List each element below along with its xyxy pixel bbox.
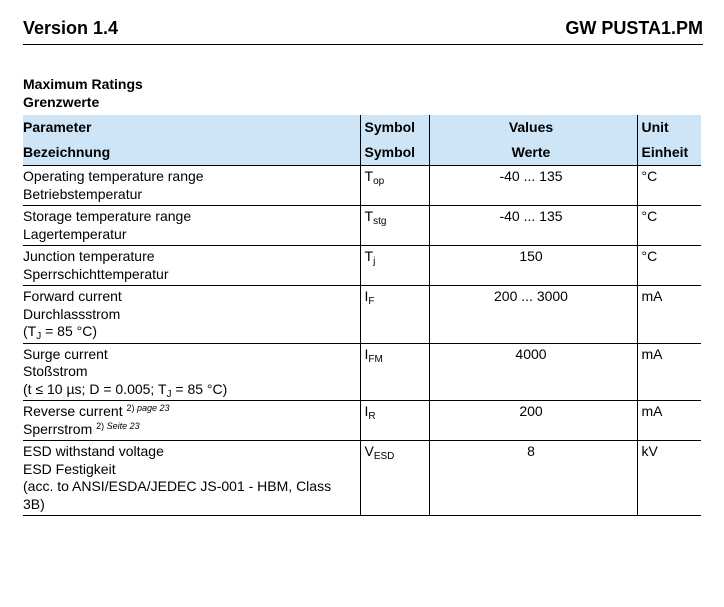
symbol-subscript: stg: [373, 216, 387, 227]
header-einheit: Einheit: [637, 140, 701, 166]
symbol-subscript: R: [368, 411, 376, 422]
footnote-number: 2): [96, 420, 105, 431]
unit-cell: mA: [637, 401, 701, 441]
symbol-main: T: [364, 208, 374, 224]
symbol-subscript: FM: [368, 353, 383, 365]
symbol-main: I: [364, 345, 369, 362]
table-row: [23, 441, 701, 516]
value-cell: -40 ... 135: [429, 166, 637, 206]
symbol-main: V: [364, 443, 374, 459]
parameter-de: Durchlassstrom: [23, 305, 121, 322]
footnote-number: 2): [126, 403, 135, 413]
parameter-en: [23, 403, 356, 421]
unit-cell: °C: [637, 246, 701, 286]
value-cell: 8: [429, 441, 637, 516]
table-row: [23, 246, 701, 286]
symbol-cell: [360, 286, 429, 344]
symbol-main: T: [364, 168, 374, 184]
parameter-de: Stoßstrom: [23, 363, 88, 379]
section-title: [23, 75, 143, 111]
table-header: [23, 115, 701, 166]
parameter-de: Lagertemperatur: [23, 225, 127, 242]
parameter-en: Forward current: [23, 288, 122, 304]
parameter-en: ESD withstand voltage: [23, 443, 164, 459]
parameter-condition: [23, 381, 356, 399]
symbol-cell: [360, 441, 429, 516]
unit-cell: °C: [637, 166, 701, 206]
table-row: [23, 166, 701, 206]
footnote-page: page 23: [137, 403, 170, 413]
header-bezeichnung: Bezeichnung: [23, 140, 360, 166]
part-number: GW PUSTA1.PM: [565, 18, 703, 38]
header-symbol-de: Symbol: [360, 140, 429, 166]
table-row: [23, 206, 701, 246]
parameter-en: Junction temperature: [23, 248, 155, 264]
value-cell: -40 ... 135: [429, 206, 637, 246]
header-werte: Werte: [429, 140, 637, 166]
parameter-cell: [23, 343, 360, 401]
table-header-row-en: [23, 115, 701, 140]
symbol-subscript: F: [368, 296, 375, 307]
unit-cell: kV: [637, 441, 701, 516]
parameter-en: Storage temperature range: [23, 208, 192, 224]
document-version: Version 1.4: [23, 18, 119, 38]
section-title-de: Grenzwerte: [23, 94, 100, 110]
symbol-cell: [360, 206, 429, 246]
parameter-condition: [23, 323, 356, 341]
symbol-cell: [360, 166, 429, 206]
parameter-de-text: Sperrstrom: [23, 420, 93, 437]
parameter-cell: [23, 286, 360, 344]
symbol-subscript: j: [373, 256, 376, 267]
header-divider: [23, 44, 703, 45]
condition-prefix: (T: [23, 323, 37, 339]
footnote-ref-en: [126, 403, 169, 413]
symbol-main: I: [364, 403, 369, 419]
parameter-de: ESD Festigkeit: [23, 460, 116, 477]
footnote-page: Seite 23: [106, 420, 140, 431]
parameter-de: Sperrschichttemperatur: [23, 265, 169, 282]
parameter-cell: [23, 441, 360, 516]
value-cell: 200: [429, 401, 637, 441]
table-header-row-de: [23, 140, 701, 166]
header-unit: Unit: [637, 115, 701, 140]
symbol-subscript: op: [373, 176, 385, 187]
section-title-en: Maximum Ratings: [23, 76, 143, 92]
parameter-cell: [23, 206, 360, 246]
table-row: [23, 286, 701, 344]
table-row: [23, 343, 701, 401]
condition-subscript: J: [36, 331, 42, 342]
parameter-de: Betriebstemperatur: [23, 185, 143, 202]
condition-suffix: = 85 °C): [41, 323, 98, 339]
condition-subscript: J: [166, 388, 172, 400]
header-values: Values: [429, 115, 637, 140]
value-cell: 200 ... 3000: [429, 286, 637, 344]
maximum-ratings-table: [23, 115, 701, 516]
symbol-main: I: [364, 288, 369, 304]
symbol-subscript: ESD: [373, 451, 395, 462]
footnote-ref-de: [96, 421, 140, 431]
value-cell: 150: [429, 246, 637, 286]
parameter-en-text: Reverse current: [23, 403, 123, 419]
parameter-condition: (acc. to ANSI/ESDA/JEDEC JS-001 - HBM, Class 3B): [23, 478, 332, 512]
parameter-en: Operating temperature range: [23, 168, 204, 184]
unit-cell: mA: [637, 286, 701, 344]
symbol-cell: [360, 246, 429, 286]
parameter-cell: [23, 246, 360, 286]
unit-cell: mA: [637, 343, 701, 401]
parameter-en: Surge current: [23, 345, 108, 362]
value-cell: 4000: [429, 343, 637, 401]
header-parameter: Parameter: [23, 115, 360, 140]
unit-cell: °C: [637, 206, 701, 246]
symbol-cell: [360, 343, 429, 401]
symbol-cell: [360, 401, 429, 441]
condition-suffix: = 85 °C): [171, 380, 228, 397]
symbol-main: T: [364, 248, 374, 264]
parameter-cell: [23, 401, 360, 441]
header-symbol: Symbol: [360, 115, 429, 140]
parameter-de: [23, 421, 356, 439]
table-row: [23, 401, 701, 441]
condition-prefix: (t ≤ 10 µs; D = 0.005; T: [23, 380, 167, 397]
parameter-cell: [23, 166, 360, 206]
